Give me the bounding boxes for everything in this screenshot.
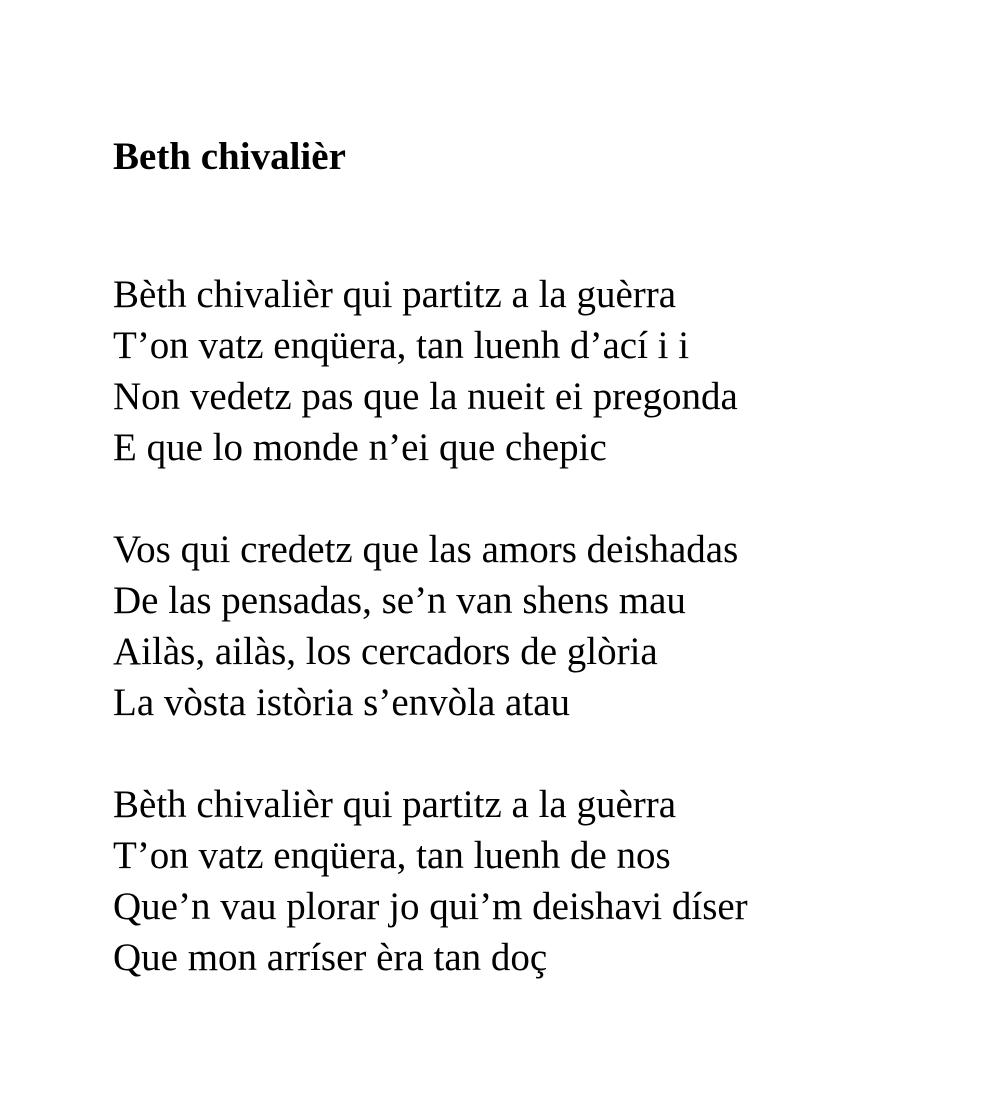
verse-line: De las pensadas, se’n van shens mau [113, 579, 686, 622]
verse-line: Que’n vau plorar jo qui’m deishavi díser [113, 885, 748, 928]
verse-line: Vos qui credetz que las amors deishadas [113, 528, 739, 571]
verse-line: Bèth chivalièr qui partitz a la guèrra [113, 783, 677, 826]
verse-line: Que mon arríser èra tan doç [113, 936, 548, 979]
stanza-3 [113, 779, 748, 983]
verse-line: T’on vatz enqüera, tan luenh d’ací i i [113, 324, 690, 367]
document-page [113, 0, 989, 1105]
verse-line: Ailàs, ailàs, los cercadors de glòria [113, 630, 658, 673]
verse-line: La vòsta istòria s’envòla atau [113, 681, 571, 724]
verse-line: Bèth chivalièr qui partitz a la guèrra [113, 273, 677, 316]
verse-line: E que lo monde n’ei que chepic [113, 426, 607, 469]
poem-title: Beth chivalièr [113, 135, 346, 178]
verse-line: T’on vatz enqüera, tan luenh de nos [113, 834, 671, 877]
stanza-2 [113, 524, 738, 728]
stanza-1 [113, 269, 738, 473]
verse-line: Non vedetz pas que la nueit ei pregonda [113, 375, 738, 418]
